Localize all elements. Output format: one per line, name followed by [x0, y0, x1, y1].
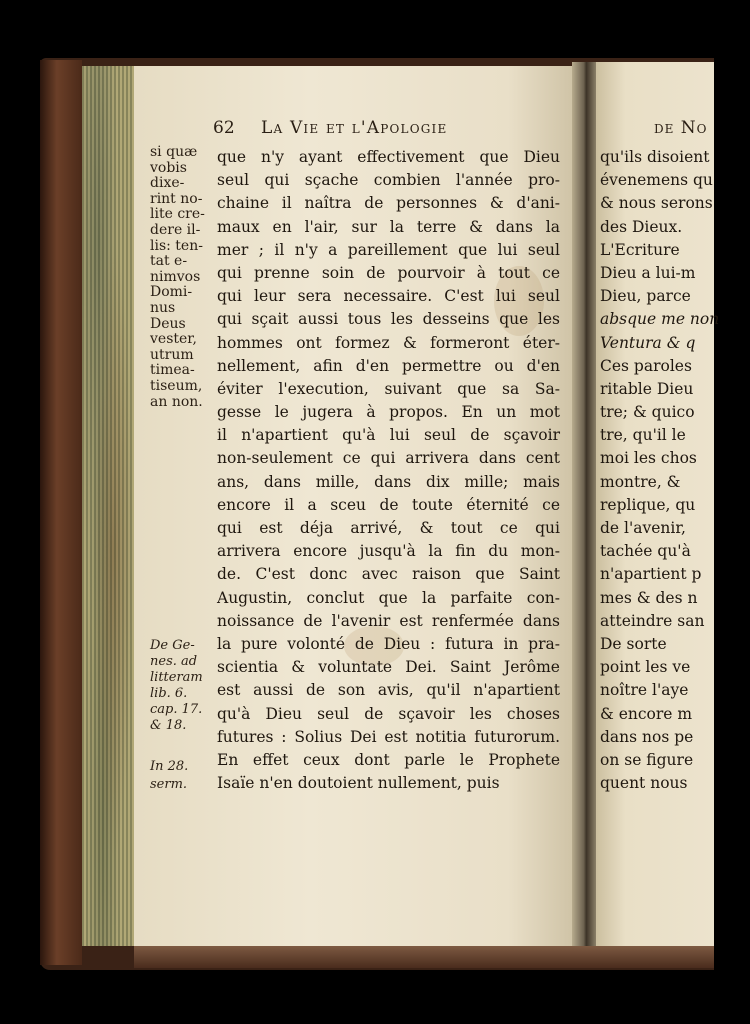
text-line: atteindre san: [600, 611, 705, 630]
margin-line: rint no-: [150, 190, 203, 207]
text-line: qu'à Dieu seul de sçavoir les choses: [217, 704, 560, 723]
right-running-header: de No: [654, 118, 708, 138]
text-line: encore il a sceu de toute éternité ce: [217, 495, 560, 514]
text-line: chaine il naîtra de personnes & d'ani-: [217, 194, 560, 213]
margin-line: nes. ad: [150, 654, 198, 669]
text-line: de. C'est donc avec raison que Saint: [217, 565, 560, 584]
book-spine-edge: [40, 60, 82, 965]
text-line: la pure volonté de Dieu : futura in pra-: [217, 634, 560, 653]
bottom-cover-edge: [134, 946, 714, 968]
margin-note-latin: [150, 145, 212, 410]
margin-line: In 28.: [150, 759, 189, 774]
margin-line: cap. 17.: [150, 702, 203, 717]
running-head: La Vie et l'Apologie: [261, 118, 448, 138]
margin-line: lis: ten-: [150, 237, 203, 254]
text-line: & nous serons: [600, 194, 713, 213]
text-line: quent nous: [600, 774, 688, 793]
margin-line: dere il-: [150, 221, 201, 238]
text-line: De sorte: [600, 634, 667, 653]
text-line: dans nos pe: [600, 727, 694, 746]
text-line: tre; & quico: [600, 403, 695, 422]
text-line: des Dieux.: [600, 217, 683, 236]
text-line: absque me non: [600, 310, 720, 329]
text-line: Dieu, parce: [600, 287, 691, 306]
margin-line: vester,: [150, 331, 197, 348]
margin-note-sermon: [150, 758, 212, 794]
text-line: Ces paroles: [600, 356, 692, 375]
margin-line: an non.: [150, 393, 203, 410]
margin-line: De Ge-: [150, 638, 195, 653]
text-line: nellement, afin d'en permettre ou d'en: [217, 356, 560, 375]
margin-line: timea-: [150, 362, 195, 379]
text-line: futures : Solius Dei est notitia futurorum.: [217, 727, 560, 746]
text-line: noître l'aye: [600, 681, 689, 700]
margin-line: lib. 6.: [150, 686, 188, 701]
margin-line: utrum: [150, 346, 194, 363]
margin-line: dixe-: [150, 175, 185, 192]
text-line: évenemens qu: [600, 171, 713, 190]
left-page-body: [217, 146, 560, 795]
margin-line: Domi-: [150, 284, 193, 301]
text-line: qui leur sera necessaire. C'est lui seul: [217, 287, 560, 306]
text-line: L'Ecriture: [600, 240, 680, 259]
text-line: gesse le jugera à propos. En un mot: [217, 403, 560, 422]
text-line: Ventura & q: [600, 333, 696, 352]
margin-line: vobis: [150, 159, 187, 176]
text-line: moi les chos: [600, 449, 697, 468]
text-line: arrivera encore jusqu'à la fin du mon-: [217, 542, 560, 561]
text-line: replique, qu: [600, 495, 696, 514]
text-line: noissance de l'avenir est renfermée dans: [217, 611, 560, 630]
text-line: Dieu a lui-m: [600, 263, 696, 282]
margin-line: serm.: [150, 777, 188, 792]
text-line: Augustin, conclut que la parfaite con-: [217, 588, 560, 607]
margin-line: si quæ: [150, 144, 198, 160]
text-line: qui sçait aussi tous les desseins que les: [217, 310, 560, 329]
text-line: tre, qu'il le: [600, 426, 686, 445]
text-line: qu'ils disoient: [600, 148, 710, 166]
text-line: scientia & voluntate Dei. Saint Jerôme: [217, 658, 560, 677]
margin-line: Deus: [150, 315, 186, 332]
text-line: maux en l'air, sur la terre & dans la: [217, 217, 560, 236]
margin-note-reference: [150, 638, 212, 734]
text-line: il n'apartient qu'à lui seul de sçavoir: [217, 426, 560, 445]
text-line: montre, &: [600, 472, 681, 491]
margin-line: tat e-: [150, 253, 188, 270]
text-line: que n'y ayant effectivement que Dieu: [217, 148, 560, 166]
text-line: éviter l'execution, suivant que sa Sa-: [217, 379, 560, 398]
text-line: seul qui sçache combien l'année pro-: [217, 171, 560, 190]
text-line: ritable Dieu: [600, 379, 694, 398]
text-line: est aussi de son avis, qu'il n'apartient: [217, 681, 560, 700]
margin-line: & 18.: [150, 718, 187, 733]
text-line: tachée qu'à: [600, 542, 691, 561]
text-line: qui prenne soin de pourvoir à tout ce: [217, 263, 560, 282]
text-line: n'apartient p: [600, 565, 702, 584]
page-number: 62: [213, 118, 235, 138]
text-line: Isaïe n'en doutoient nullement, puis: [217, 774, 500, 793]
right-page-body: [600, 146, 750, 795]
text-line: ans, dans mille, dans dix mille; mais: [217, 472, 560, 491]
text-line: de l'avenir,: [600, 519, 686, 537]
left-running-header: [213, 118, 583, 140]
margin-line: tiseum,: [150, 377, 203, 394]
margin-line: lite cre-: [150, 206, 205, 223]
margin-line: litteram: [150, 670, 203, 685]
text-line: qui est déja arrivé, & tout ce qui: [217, 519, 560, 537]
text-line: En effet ceux dont parle le Prophete: [217, 750, 560, 769]
text-line: mer ; il n'y a pareillement que lui seul: [217, 240, 560, 259]
text-line: hommes ont formez & formeront éter-: [217, 333, 560, 352]
text-line: non-seulement ce qui arrivera dans cent: [217, 449, 560, 468]
text-line: on se figure: [600, 750, 694, 769]
book-gutter: [572, 62, 598, 952]
marbled-edge: [82, 66, 134, 946]
margin-line: nus: [150, 299, 176, 316]
text-line: & encore m: [600, 704, 693, 723]
text-line: point les ve: [600, 658, 691, 677]
margin-line: nimvos: [150, 268, 201, 285]
text-line: mes & des n: [600, 588, 698, 607]
